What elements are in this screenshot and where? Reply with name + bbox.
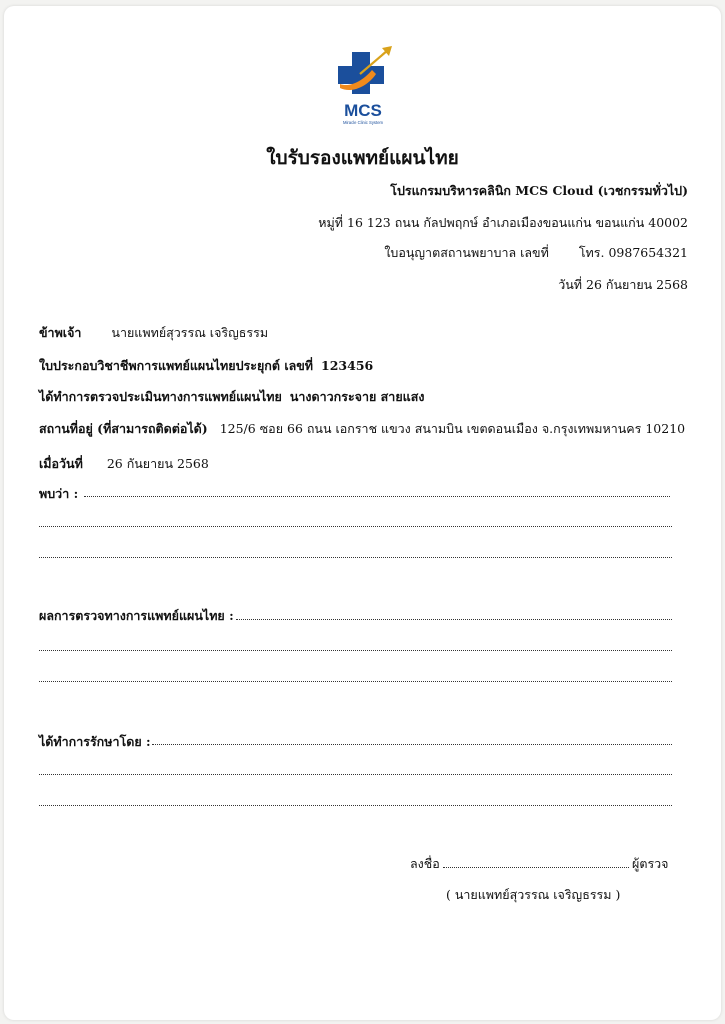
license-row — [39, 356, 373, 376]
clinic-address: หมู่ที่ 16 123 ถนน กัลปพฤกษ์ อำเภอเมืองขอนแก่น ขอนแก่น 40002 — [318, 215, 688, 230]
clinic-license-line — [384, 243, 688, 263]
certificate-date: วันที่ 26 กันยายน 2568 — [558, 277, 688, 292]
sign-label: ลงชื่อ — [410, 856, 440, 871]
exam-date: 26 กันยายน 2568 — [106, 456, 209, 471]
doctor-name: นายแพทย์สุวรรณ เจริญธรรม — [111, 325, 269, 340]
result-line-3 — [39, 681, 672, 682]
date-row — [39, 454, 209, 474]
findings-line-2 — [39, 526, 672, 527]
patient-name: นางดาวกระจาย สายแสง — [289, 389, 425, 404]
logo-text: MCS — [344, 101, 382, 120]
address-label: สถานที่อยู่ (ที่สามารถติดต่อได้) — [39, 421, 208, 436]
exam-row — [39, 387, 424, 407]
mcs-logo — [330, 44, 396, 126]
examiner-label: ผู้ตรวจ — [632, 856, 669, 871]
exam-date-label: เมื่อวันที่ — [39, 456, 83, 471]
patient-address: 125/6 ซอย 66 ถนน เอกราช แขวง สนามบิน เขตดอนเมือง จ.กรุงเทพมหานคร 10210 — [219, 421, 686, 436]
address-row — [39, 419, 685, 439]
signer-name: ( นายแพทย์สุวรรณ เจริญธรรม ) — [446, 887, 621, 902]
clinic-name: โปรแกรมบริหารคลินิก MCS Cloud (เวชกรรมทั่วไป) — [390, 183, 688, 198]
treatment-line-1 — [152, 744, 672, 745]
result-line-1 — [236, 619, 672, 620]
treatment-line-2 — [39, 774, 672, 775]
treatment-line-3 — [39, 805, 672, 806]
doctor-label: ข้าพเจ้า — [39, 325, 82, 340]
exam-label: ได้ทำการตรวจประเมินทางการแพทย์แผนไทย — [39, 389, 282, 404]
clinic-license-label: ใบอนุญาตสถานพยาบาล เลขที่ — [384, 245, 549, 260]
findings-line-1 — [84, 496, 670, 497]
logo-subtitle: Miracle Clinic System — [342, 120, 384, 125]
result-line-2 — [39, 650, 672, 651]
clinic-phone: โทร. 0987654321 — [578, 245, 688, 260]
doctor-row — [39, 323, 268, 343]
license-number: 123456 — [321, 358, 374, 373]
result-label: ผลการตรวจทางการแพทย์แผนไทย : — [39, 608, 234, 623]
treatment-label: ได้ทำการรักษาโดย : — [39, 734, 151, 749]
license-label: ใบประกอบวิชาชีพการแพทย์แผนไทยประยุกต์ เลขที่ — [39, 358, 314, 373]
signature-line — [443, 867, 629, 868]
findings-line-3 — [39, 557, 672, 558]
findings-label: พบว่า : — [39, 486, 79, 501]
document-title: ใบรับรองแพทย์แผนไทย — [266, 147, 459, 169]
